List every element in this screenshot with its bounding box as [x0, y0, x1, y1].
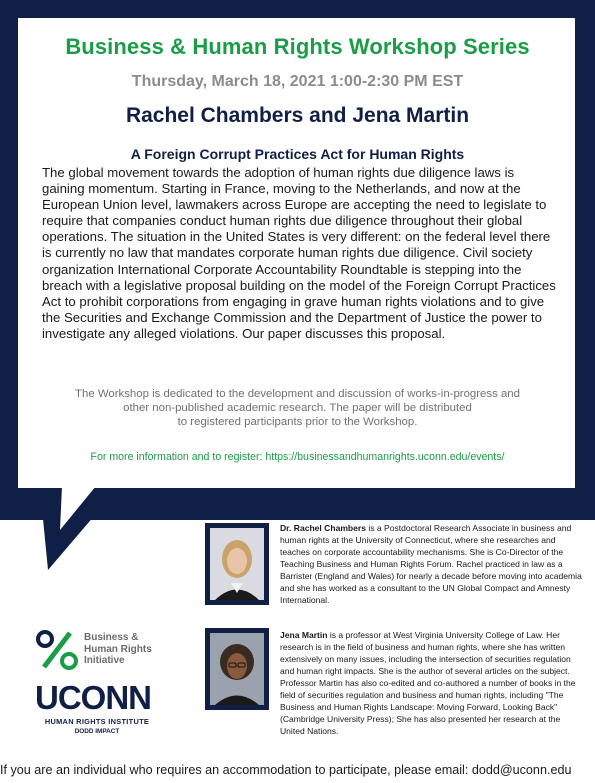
series-title: Business & Human Rights Workshop Series: [65, 34, 530, 59]
bhri-logo-text: [84, 632, 174, 667]
bio-jena-martin: [280, 629, 587, 737]
accommodation-footer: If you are an individual who requires an accommodation to participate, please email: dodd@uconn.edu: [0, 763, 572, 777]
disclaimer-line: The Workshop is dedicated to the development and discussion of works-in-progress and: [75, 388, 520, 400]
bio-rachel-chambers: [280, 522, 587, 606]
workshop-disclaimer: [40, 387, 555, 429]
human-rights-institute-label: HUMAN RIGHTS INSTITUTE: [44, 717, 150, 726]
bhri-percent-logo: [36, 630, 78, 670]
speakers-heading: Rachel Chambers and Jena Martin: [125, 104, 470, 127]
jena-martin-photo: [205, 628, 269, 710]
disclaimer-line: other non-published academic research. The paper will be distributed: [123, 402, 472, 414]
bhri-line: Human Rights: [84, 643, 152, 655]
bhri-line: Business &: [84, 632, 139, 643]
bio-text: is a professor at West Virginia University College of Law. Her research is in the field of business and human rights, where she has written extensively on many issues, including the intersection of securities regulation and human right impacts. She is the author of several articles on the subject. Professor Martin has also co-edited and co-authored a number of books in the field of securities regulation and business and human rights, including "The Business and Human Rights Landscape: Moving Forward, Looking Back" (Cambridge University Press); She has also presented her research at the United Nations.: [280, 630, 576, 736]
uconn-logo: UCONN: [35, 679, 151, 716]
abstract-text: The global movement towards the adoption of human rights due diligence laws is gaining momentum. Starting in France, moving to the Netherlands, and now at the European Union level, lawmakers across Europe are accepting the need to legislate to require that companies conduct human rights due diligence throughout their global operations. The situation in the United States is very different: on the federal level there is currently no law that mandates corporate human rights due diligence. Civil society organization International Corporate Accountability Roundtable is stepping into the breach with a legislative proposal building on the model of the Foreign Corrupt Practices Act to prohibit corporations from engaging in grave human rights violations and to give the Securities and Exchange Commission and the Department of Justice the power to investigate any alleged violations. Our paper discusses this proposal.: [42, 165, 556, 341]
dodd-impact-label: DODD IMPACT: [74, 728, 120, 735]
registration-link[interactable]: For more information and to register: https://businessandhumanrights.uconn.edu/events/: [90, 451, 505, 463]
rachel-chambers-photo: [205, 523, 269, 605]
bio-name: Dr. Rachel Chambers: [280, 523, 366, 533]
bhri-line: Initiative: [84, 655, 125, 666]
bio-text: is a Postdoctoral Research Associate in business and human rights at the University of Connecticut, where she researches and teaches on corporate accountability mechanisms. She is Co-Director of the Teaching Business and Human Rights Forum. Rachel practiced in law as a Barrister (England and Wales) for nearly a decade before moving into academia and she has worked as a consultant to the UN Global Compact and Amnesty International.: [280, 523, 582, 605]
paper-title: A Foreign Corrupt Practices Act for Human Rights: [130, 146, 465, 162]
disclaimer-line: to registered participants prior to the Workshop.: [177, 416, 418, 428]
event-date-time: Thursday, March 18, 2021 1:00-2:30 PM EST: [131, 73, 464, 90]
bio-name: Jena Martin: [280, 630, 328, 640]
